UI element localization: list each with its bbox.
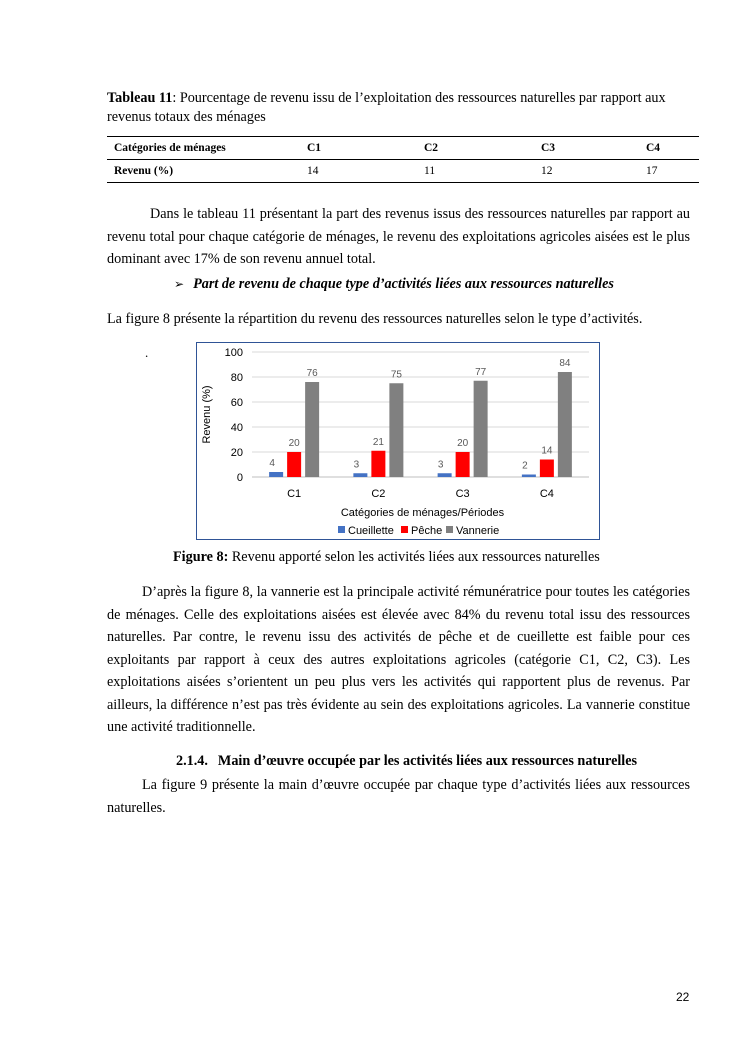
legend-label: Cueillette [348, 525, 394, 537]
table-cell: 14 [307, 165, 319, 177]
paragraph-text: D’après la figure 8, la vannerie est la principale activité rémunératrice pour toutes les catégories de ménages. Celle des exploitations aisées est élevée avec 84% du revenu total issu des ressources naturelles. Par contre, le revenu issu des activités de pêche et de cueillette est faible pour ces exploitants par rapport à ceux des autres exploitations agricoles (catégorie C1, C2, C3). Les exploitations aisées s’orientent un peu plus vers les activités qui rapportent plus de revenus. Par ailleurs, la différence n’est pas très évidente au sein des exploitations agricoles. La vannerie constitue une activité traditionnelle. [107, 584, 690, 735]
table-caption-label: Tableau 11 [107, 90, 173, 106]
bar-cueillette [522, 475, 536, 478]
bar-pêche [287, 452, 301, 477]
table-header-cell: C3 [541, 142, 556, 154]
legend-swatch [446, 526, 453, 533]
data-label: 2 [522, 460, 528, 472]
page-number: 22 [676, 990, 690, 1004]
x-tick-label: C1 [287, 488, 302, 500]
figure-caption [173, 549, 600, 566]
bar-vannerie [474, 381, 488, 477]
data-label: 84 [559, 358, 571, 369]
table-cell: 12 [541, 165, 553, 177]
legend-label: Pêche [411, 525, 443, 537]
bar-cueillette [353, 473, 367, 477]
legend-swatch [401, 526, 408, 533]
data-label: 20 [457, 438, 469, 449]
table-cell: 17 [646, 165, 658, 177]
data-label: 76 [306, 368, 318, 379]
legend-label: Vannerie [456, 525, 500, 537]
legend-swatch [338, 526, 345, 533]
paragraph-table-analysis [107, 203, 690, 271]
section-heading [176, 753, 637, 770]
table-header-row [107, 137, 699, 160]
table-header-cell: C4 [646, 142, 661, 154]
x-tick-label: C4 [539, 488, 554, 500]
data-label: 3 [353, 459, 360, 471]
data-label: 14 [541, 445, 553, 457]
table-caption-text: : Pourcentage de revenu issu de l’exploitation des ressources naturelles par rapport aux revenus totaux des ménages [107, 90, 666, 125]
y-tick-label: 20 [230, 447, 243, 459]
bar-cueillette [438, 473, 452, 477]
y-tick-label: 60 [230, 397, 243, 409]
bar-pêche [540, 460, 554, 478]
y-axis-label: Revenu (%) [201, 385, 213, 444]
income-table [107, 136, 699, 183]
data-label: 20 [288, 438, 300, 449]
figure-caption-label: Figure 8: [173, 549, 229, 565]
paragraph-figure-analysis [107, 581, 690, 739]
table-header-cell: C1 [307, 142, 322, 154]
x-axis-label: Catégories de ménages/Périodes [340, 507, 505, 519]
stray-dot: . [145, 345, 149, 360]
subheading [174, 276, 614, 293]
section-title: Main d’œuvre occupée par les activités liées aux ressources naturelles [217, 753, 638, 769]
arrow-bullet-icon: ➢ [174, 277, 185, 291]
bar-vannerie [305, 382, 319, 477]
section-number: 2.1.4. [176, 753, 208, 769]
bar-pêche [456, 452, 470, 477]
bar-vannerie [389, 383, 403, 477]
bar-cueillette [269, 472, 283, 477]
table-header-cell: Catégories de ménages [114, 142, 226, 154]
data-label: 4 [269, 458, 275, 469]
y-tick-label: 40 [230, 422, 243, 434]
figure-caption-text: Revenu apporté selon les activités liées aux ressources naturelles [228, 549, 600, 565]
y-tick-label: 0 [236, 472, 243, 484]
table-cell: 11 [424, 165, 436, 177]
subheading-text: Part de revenu de chaque type d’activités liées aux ressources naturelles [193, 276, 614, 292]
paragraph-next-figure [107, 774, 690, 819]
bar-pêche [371, 451, 385, 477]
chart-svg [197, 343, 601, 541]
table-row-label: Revenu (%) [114, 165, 174, 177]
y-tick-label: 100 [224, 347, 243, 359]
paragraph-text: Dans le tableau 11 présentant la part des revenus issus des ressources naturelles par rapport au revenu total pour chaque catégorie de ménages, le revenu des exploitations agricoles aisées est le plus dominant avec 17% de son revenu annuel total. [107, 206, 690, 267]
data-label: 75 [390, 369, 402, 381]
data-label: 3 [437, 459, 444, 471]
y-tick-label: 80 [230, 372, 243, 384]
paragraph-text: La figure 9 présente la main d’œuvre occupée par chaque type d’activités liées aux ressources naturelles. [107, 777, 690, 816]
data-label: 77 [475, 366, 487, 378]
bar-chart [196, 342, 600, 540]
x-tick-label: C3 [455, 488, 470, 500]
table-caption [107, 89, 697, 127]
x-tick-label: C2 [371, 488, 386, 500]
table-row [107, 160, 699, 183]
data-label: 21 [372, 436, 384, 448]
bar-vannerie [558, 372, 572, 477]
table-header-cell: C2 [424, 142, 439, 154]
paragraph-figure-intro: La figure 8 présente la répartition du revenu des ressources naturelles selon le type d’activités. [107, 311, 643, 327]
